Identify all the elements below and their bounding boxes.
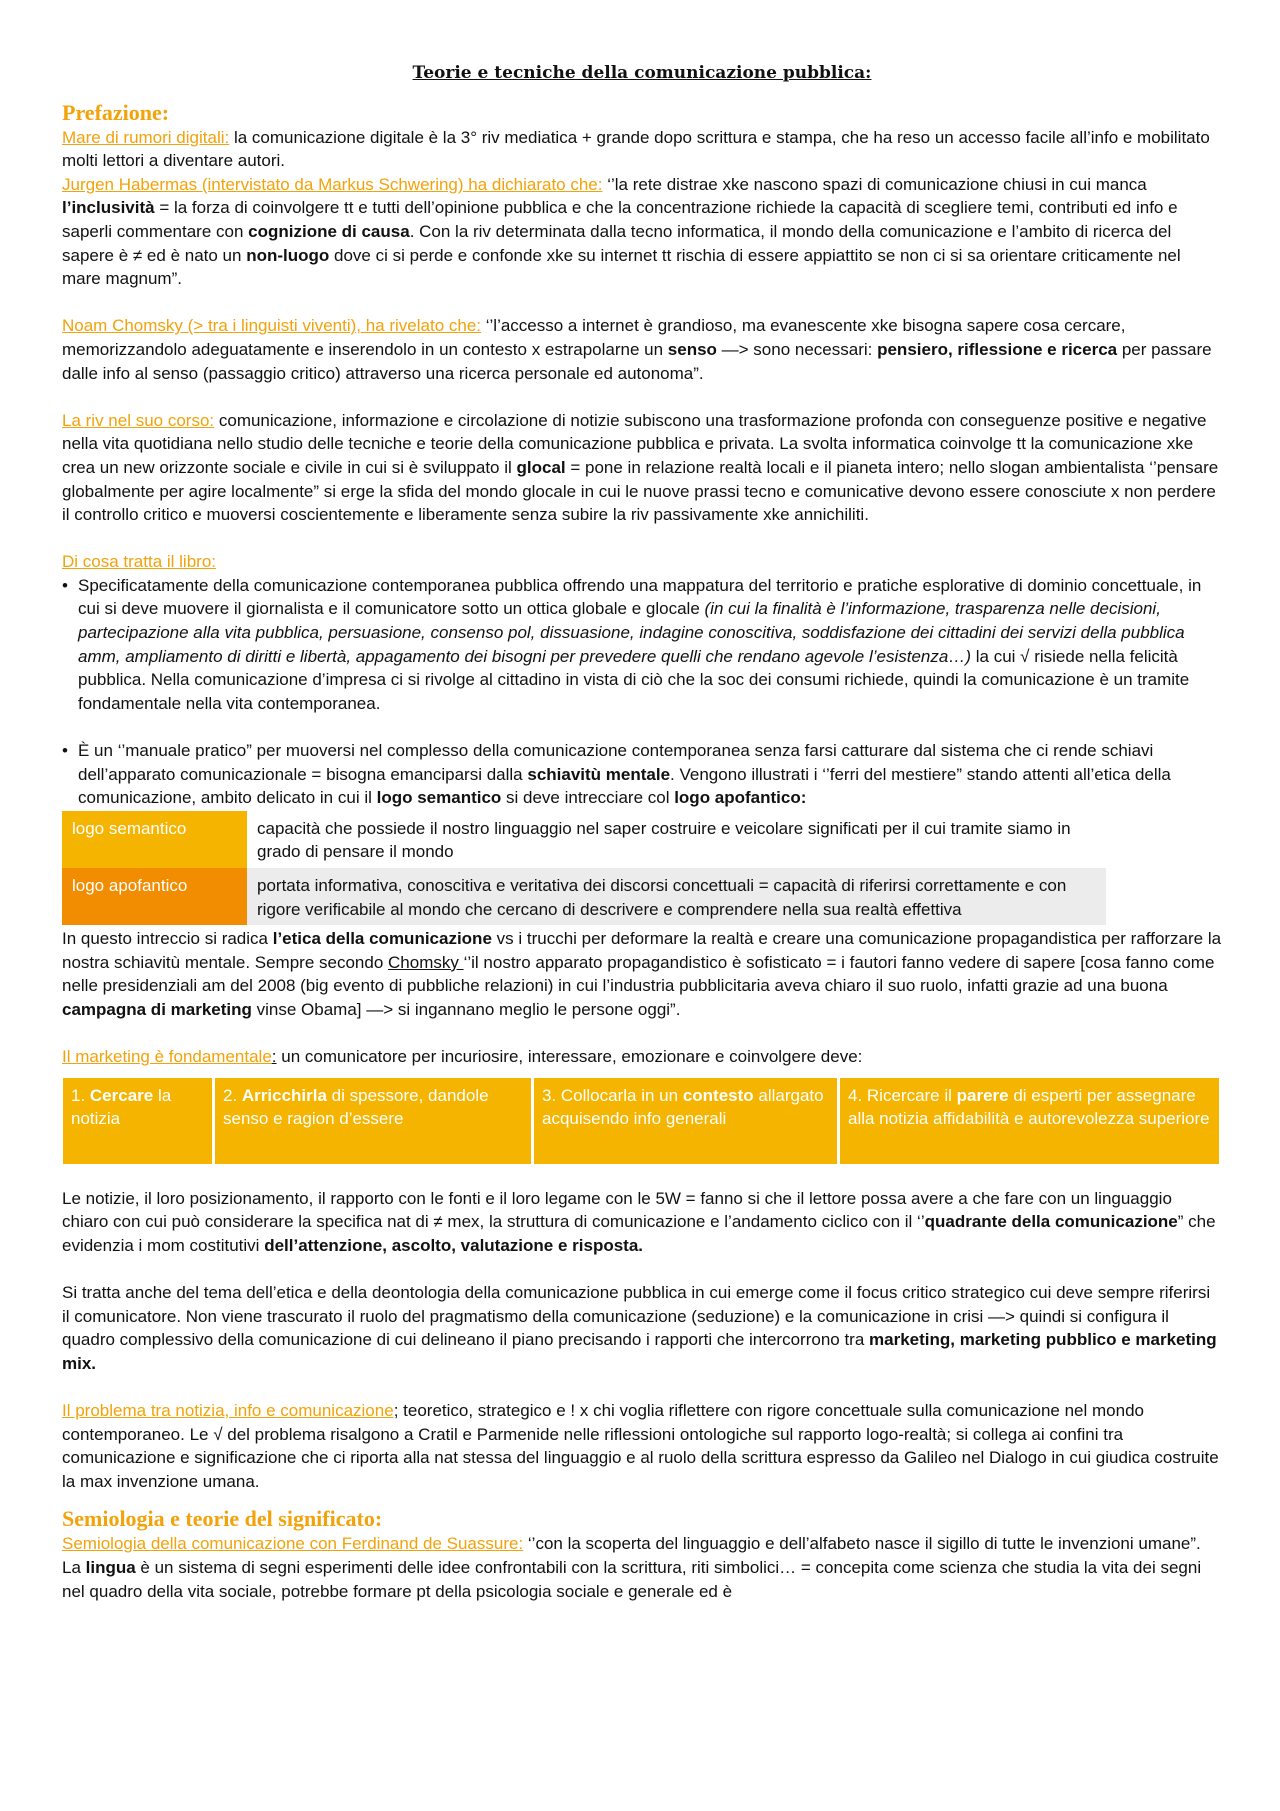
step-cell: 4. Ricercare il parere di esperti per assegnare alla notizia affidabilità e autorevolezza superiore — [840, 1078, 1219, 1164]
topic-link-problema: Il problema tra notizia, info e comunicazione — [62, 1401, 394, 1421]
logo-definitions-table — [62, 811, 1106, 925]
table-cell-definition: portata informativa, conoscitiva e veritativa dei discorsi concettuali = capacità di riferirsi correttamente e con rigore verificabile al mondo che cercano di descrivere e comprendere nella sua realtà effettiva — [247, 868, 1106, 925]
table-cell-term: logo apofantico — [62, 868, 247, 925]
section-heading-semiologia: Semiologia e teorie del significato: — [62, 1506, 383, 1532]
paragraph-saussure: Semiologia della comunicazione con Ferdinand de Suassure: ‘’con la scoperta del linguaggio e dell’alfabeto nasce il sigillo di tutte le invenzioni umane”. La lingua è un sistema di segni esperimenti delle idee confrontabili con la scrittura, riti simbolici… = concepita come scienza che studia la vita dei segni nel quadro della vita sociale, potrebbe formare pt della psicologia sociale e generale ed è — [62, 1534, 1202, 1601]
page-title: Teorie e tecniche della comunicazione pubblica: — [412, 63, 872, 83]
list-item: • È un ‘’manuale pratico” per muoversi nel complesso della comunicazione contemporanea senza farsi catturare dal sistema che ci rende schiavi dell’apparato comunicazionale = bisogna emanciparsi dalla schiavitù mentale. Vengono illustrati i ‘’ferri del mestiere” stando attenti all’etica della comunicazione, ambito delicato in cui il logo semantico si deve intrecciare col logo apofantico: — [78, 739, 1222, 810]
bullet-list-1 — [62, 574, 1222, 716]
section-heading-prefazione: Prefazione: — [62, 99, 170, 125]
step-cell: 2. Arricchirla di spessore, dandole senso e ragion d’essere — [215, 1078, 531, 1164]
topic-link-di-cosa-tratta: Di cosa tratta il libro: — [62, 552, 216, 572]
table-cell-definition: capacità che possiede il nostro linguaggio nel saper costruire e veicolare significati per il cui tramite siamo in grado di pensare il mondo — [247, 811, 1106, 868]
paragraph-mare-di-rumori: Mare di rumori digitali: la comunicazione digitale è la 3° riv mediatica + grande dopo scrittura e stampa, che ha reso un accesso facile all’info e mobilitato molti lettori a diventare autori. — [62, 127, 1210, 171]
topic-link-marketing: Il marketing è fondamentale — [62, 1047, 272, 1067]
table-cell-term: logo semantico — [62, 811, 247, 868]
bullet-list-2 — [62, 739, 1222, 810]
table-row — [62, 868, 1106, 925]
paragraph-chomsky: Noam Chomsky (> tra i linguisti viventi), ha rivelato che: ‘’l’accesso a internet è grandioso, ma evanescente xke bisogna sapere cosa cercare, memorizzandolo adeguatamente e inserendolo in un contesto x estrapolarne un senso —> sono necessari: pensiero, riflessione e ricerca per passare dalle info al senso (passaggio critico) attraverso una ricerca personale ed autonoma”. — [62, 316, 1212, 383]
list-item: • Specificatamente della comunicazione contemporanea pubblica offrendo una mappatura del territorio e pratiche esplorative di dominio concettuale, in cui si deve muovere il giornalista e il comunicatore sotto un ottica globale e glocale (in cui la finalità è l’informazione, trasparenza nelle decisioni, partecipazione alla vita pubblica, persuasione, consenso pol, dissuasione, indagine conoscitiva, soddisfazione dei cittadini dei servizi della pubblica amm, ampliamento di diritti e libertà, appagamento dei bisogni per prevedere quelli che rendano agevole l’esistenza…) la cui √ risiede nella felicità pubblica. Nella comunicazione d’impresa ci si rivolge al cittadino in vista di ciò che la soc dei consumi richiede, quindi la comunicazione è un tramite fondamentale nella vita contemporanea. — [78, 574, 1222, 716]
topic-link-mare-di-rumori: Mare di rumori digitali: — [62, 127, 230, 147]
topic-link-chomsky: Noam Chomsky (> tra i linguisti viventi), ha rivelato che: — [62, 316, 482, 336]
marketing-steps-table — [60, 1075, 1222, 1167]
step-cell: 3. Collocarla in un contesto allargato acquisendo info generali — [534, 1078, 837, 1164]
topic-link-riv: La riv nel suo corso: — [62, 410, 215, 430]
paragraph-habermas: Jurgen Habermas (intervistato da Markus Schwering) ha dichiarato che: ‘’la rete distrae xke nascono spazi di comunicazione chiusi in cui manca l’inclusività = la forza di coinvolgere tt e tutti dell’opinione pubblica e che la concentrazione richiede la capacità di scegliere temi, contributi ed info e saperli commentare con cognizione di causa. Con la riv determinata dalla tecno informatica, il mondo della comunicazione e l’ambito di ricerca del sapere è ≠ ed è nato un non-luogo dove ci si perde e confonde xke su internet tt rischia di essere appiattito se non ci si sa orientare criticamente nel mare magnum”. — [62, 174, 1181, 289]
topic-link-habermas: Jurgen Habermas (intervistato da Markus Schwering) ha dichiarato che: — [62, 174, 603, 194]
paragraph-riv-nel-suo-corso: La riv nel suo corso: comunicazione, informazione e circolazione di notizie subiscono una trasformazione profonda con conseguenze positive e negative nella vita quotidiana nello studio delle tecniche e teorie della comunicazione pubblica e privata. La svolta informatica coinvolge tt la comunicazione xke crea un new orizzonte sociale e civile in cui si è sviluppato il glocal = pone in relazione realtà locali e il pianeta intero; nello slogan ambientalista ‘’pensare globalmente per agire localmente” si erge la sfida del mondo glocale in cui le nuove prassi tecno e comunicative devono essere conosciute x non perdere il controllo critico e muoversi coscientemente e liberamente senza subire la riv passivamente xke annichiliti. — [62, 410, 1219, 525]
table-row — [63, 1078, 1219, 1164]
document-content — [62, 62, 1222, 1603]
paragraph-problema: Il problema tra notizia, info e comunicazione; teoretico, strategico e ! x chi voglia riflettere con rigore concettuale sulla comunicazione nel mondo contemporaneo. Le √ del problema risalgono a Cratil e Parmenide nelle riflessioni ontologiche sul rapporto logo-realtà; si collega ai confini tra comunicazione e significazione che ci riporta alla nat stessa del linguaggio e al ruolo della scrittura espresso da Galileo nel Dialogo in cui giudica costruite la max invenzione umana. — [62, 1401, 1219, 1491]
table-row — [62, 811, 1106, 868]
step-cell: 1. Cercare la notizia — [63, 1078, 212, 1164]
paragraph-marketing: Il marketing è fondamentale: un comunicatore per incuriosire, interessare, emozionare e coinvolgere deve: — [62, 1047, 863, 1067]
paragraph-di-cosa-tratta — [62, 550, 1222, 574]
paragraph-deontologia: Si tratta anche del tema dell’etica e della deontologia della comunicazione pubblica in cui emerge come il focus critico strategico cui deve sempre riferirsi il comunicatore. Non viene trascurato il ruolo del pragmatismo della comunicazione (seduzione) e la comunicazione in crisi —> quindi si configura il quadro complessivo della comunicazione di cui delineano il piano precisando i rapporti che intercorrono tra marketing, marketing pubblico e marketing mix. — [62, 1283, 1217, 1373]
paragraph-etica: In questo intreccio si radica l’etica della comunicazione vs i trucchi per deformare la realtà e creare una comunicazione propagandistica per rafforzare la nostra schiavitù mentale. Sempre secondo Chomsky ‘’il nostro apparato propagandistico è sofisticato = i fautori fanno vedere di sapere [cosa fanno come nelle presidenziali am del 2008 (big evento di pubbliche relazioni) in cui l’industria pubblicitaria aveva chiaro il suo ruolo, infatti grazie ad una buona campagna di marketing vinse Obama] —> si ingannano meglio le persone oggi”. — [62, 929, 1222, 1019]
paragraph-notizie: Le notizie, il loro posizionamento, il rapporto con le fonti e il loro legame con le 5W = fanno si che il lettore possa avere a che fare con un linguaggio chiaro con cui può considerare la specifica nat di ≠ mex, la struttura di comunicazione e l’andamento ciclico con il ‘’quadrante della comunicazione” che evidenzia i mom costitutivi dell’attenzione, ascolto, valutazione e risposta. — [62, 1188, 1216, 1255]
topic-link-saussure: Semiologia della comunicazione con Ferdinand de Suassure: — [62, 1534, 524, 1554]
